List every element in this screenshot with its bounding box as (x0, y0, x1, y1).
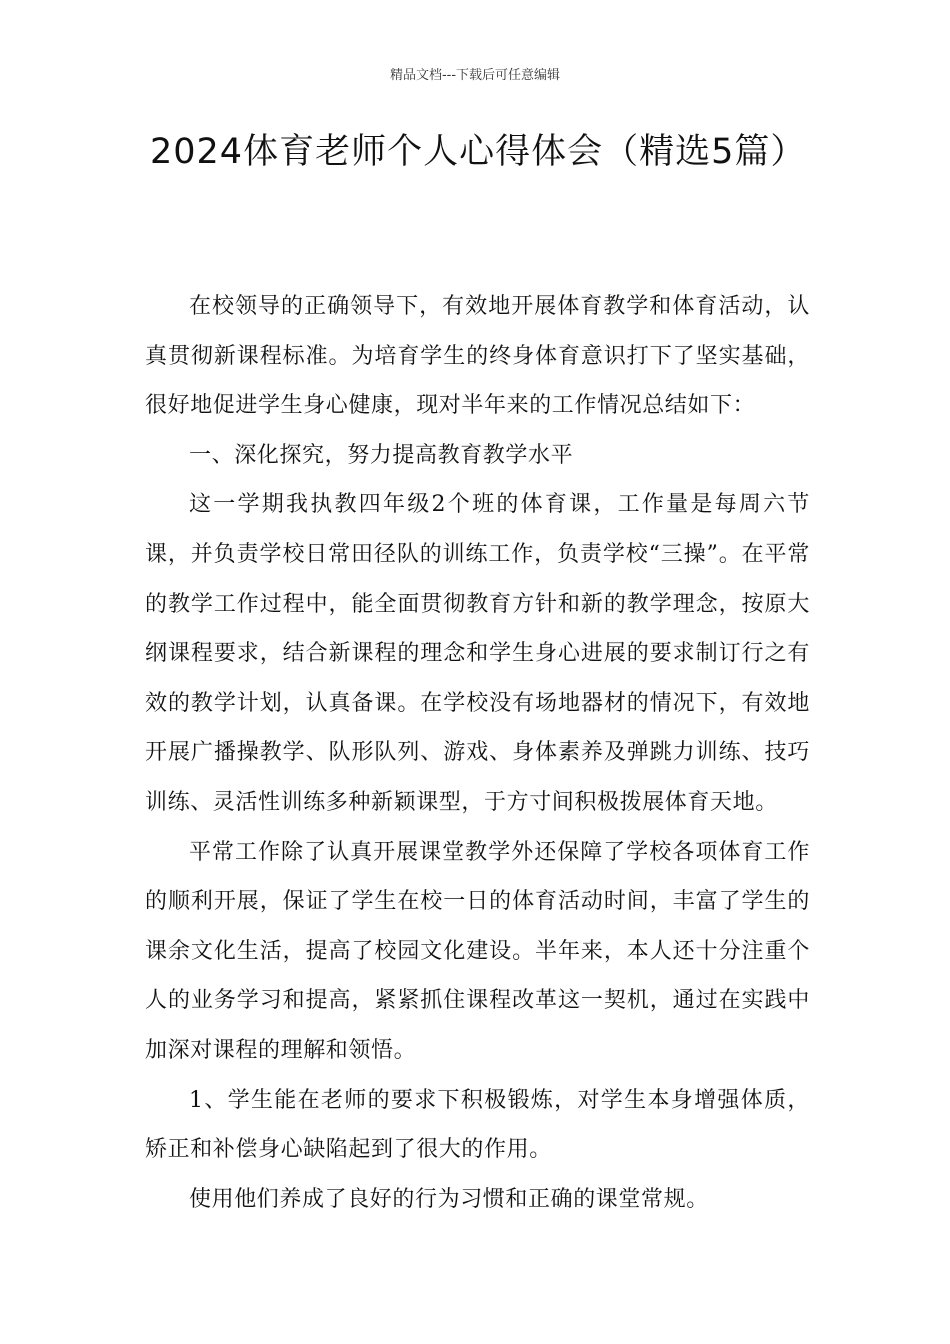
document-body (145, 282, 810, 1224)
section-heading: 一、深化探究，努力提高教育教学水平 (189, 442, 574, 468)
page-header: 精品文档---下载后可任意编辑 (389, 68, 561, 83)
paragraph-teaching: 这一学期我执教四年级2个班的体育课，工作量是每周六节课，并负责学校日常田径队的训练工作，负责学校“三操”。在平常的教学工作过程中，能全面贯彻教育方针和新的教学理念，按原大纲课程要求，结合新课程的理念和学生身心进展的要求制订行之有效的教学计划，认真备课。在学校没有场地器材的情况下，有效地开展广播操教学、队形队列、游戏、身体素养及弹跳力训练、技巧训练、灵活性训练多种新颖课型，于方寸间积极拨展体育天地。 (145, 492, 810, 815)
paragraph-intro: 在校领导的正确领导下，有效地开展体育教学和体育活动，认真贯彻新课程标准。为培育学生的终身体育意识打下了坚实基础，很好地促进学生身心健康，现对半年来的工作情况总结如下： (145, 294, 810, 419)
paragraph-daily-work: 平常工作除了认真开展课堂教学外还保障了学校各项体育工作的顺利开展，保证了学生在校一日的体育活动时间，丰富了学生的课余文化生活，提高了校园文化建设。半年来，本人还十分注重个人的业务学习和提高，紧紧抓住课程改革这一契机，通过在实践中加深对课程的理解和领悟。 (145, 839, 810, 1063)
paragraph-habits: 使用他们养成了良好的行为习惯和正确的课堂常规。 (189, 1186, 709, 1212)
document-title: 2024体育老师个人心得体会（精选5篇） (150, 132, 807, 172)
paragraph-point-1: 1、学生能在老师的要求下积极锻炼，对学生本身增强体质，矫正和补偿身心缺陷起到了很大的作用。 (145, 1087, 810, 1163)
